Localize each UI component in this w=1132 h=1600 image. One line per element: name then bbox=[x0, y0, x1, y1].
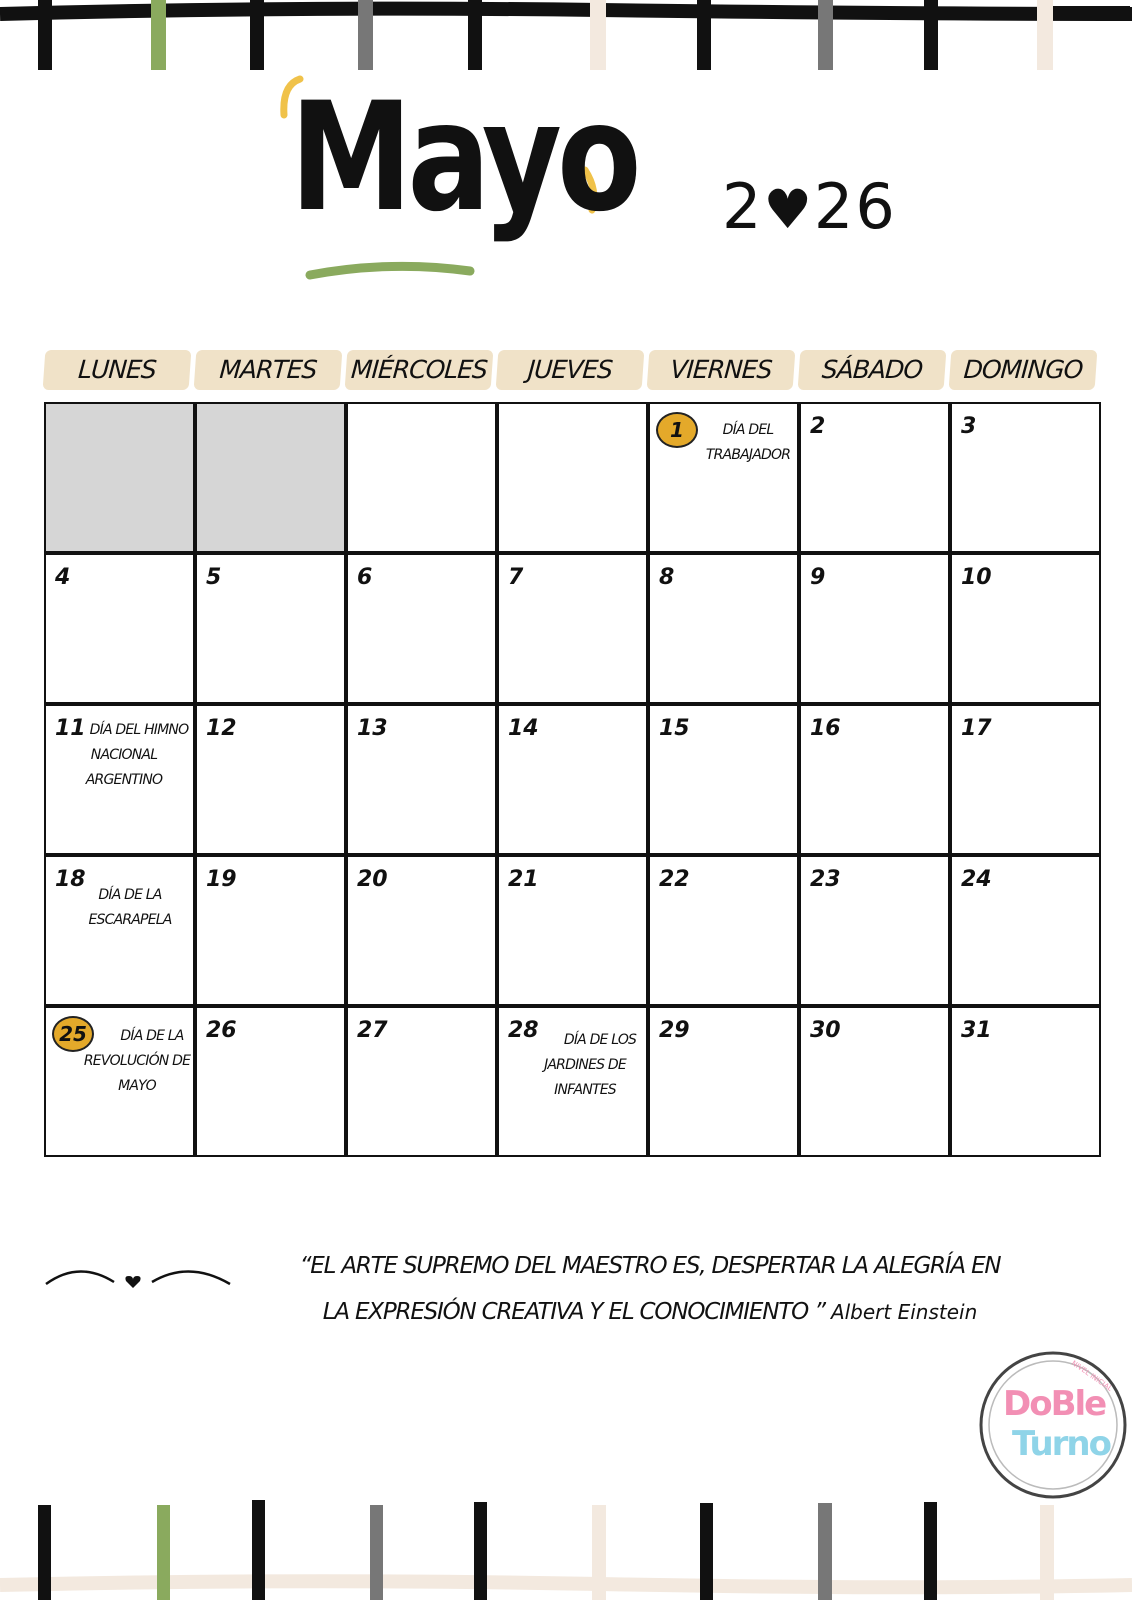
day-cell-empty bbox=[346, 402, 497, 553]
day-number: 26 bbox=[206, 1018, 237, 1043]
day-cell-26 bbox=[195, 1006, 346, 1157]
quote-line-2-text: LA EXPRESIÓN CREATIVA Y EL CONOCIMIENTO ” bbox=[322, 1299, 825, 1325]
month-name: Mayo bbox=[290, 71, 637, 245]
day-cell-empty bbox=[195, 402, 346, 553]
day-cell-24 bbox=[950, 855, 1101, 1006]
day-number: 3 bbox=[961, 414, 977, 439]
day-number: 11 bbox=[55, 716, 86, 741]
day-event-note: DÍA DE LOS JARDINES DE INFANTES bbox=[544, 1032, 637, 1098]
day-cell-9 bbox=[799, 553, 950, 704]
day-number: 25 bbox=[52, 1016, 94, 1052]
day-cell-21 bbox=[497, 855, 648, 1006]
month-title bbox=[290, 71, 637, 305]
day-event-note: DÍA DE LA REVOLUCIÓN DE MAYO bbox=[83, 1028, 191, 1094]
day-event-note: DÍA DE LA ESCARAPELA bbox=[88, 887, 172, 928]
day-cell-31 bbox=[950, 1006, 1101, 1157]
heart-icon: ♥ bbox=[763, 178, 814, 241]
day-number: 23 bbox=[810, 867, 841, 892]
weekday-saturday: SÁBADO bbox=[798, 350, 947, 390]
day-number: 12 bbox=[206, 716, 237, 741]
day-cell-20 bbox=[346, 855, 497, 1006]
day-cell-27 bbox=[346, 1006, 497, 1157]
day-cell-11 bbox=[44, 704, 195, 855]
doble-turno-logo bbox=[976, 1348, 1130, 1502]
year-label bbox=[722, 170, 897, 243]
day-number: 7 bbox=[508, 565, 524, 590]
day-number: 16 bbox=[810, 716, 841, 741]
quote-line-2 bbox=[270, 1289, 1030, 1335]
day-cell-empty bbox=[44, 402, 195, 553]
day-cell-5 bbox=[195, 553, 346, 704]
day-cell-23 bbox=[799, 855, 950, 1006]
day-number: 1 bbox=[656, 412, 698, 448]
day-cell-4 bbox=[44, 553, 195, 704]
day-event-note: DÍA DEL HIMNO NACIONAL ARGENTINO bbox=[85, 722, 189, 788]
day-cell-29 bbox=[648, 1006, 799, 1157]
day-cell-15 bbox=[648, 704, 799, 855]
weekday-header-row bbox=[44, 350, 1124, 392]
day-cell-17 bbox=[950, 704, 1101, 855]
day-number: 2 bbox=[810, 414, 826, 439]
day-number: 24 bbox=[961, 867, 992, 892]
day-number: 6 bbox=[357, 565, 373, 590]
logo-line-1: DoBle bbox=[1003, 1384, 1106, 1424]
day-number: 27 bbox=[357, 1018, 388, 1043]
day-cell-18 bbox=[44, 855, 195, 1006]
weekday-wednesday: MIÉRCOLES bbox=[345, 350, 494, 390]
day-number: 5 bbox=[206, 565, 222, 590]
day-number: 13 bbox=[357, 716, 388, 741]
weekday-tuesday: MARTES bbox=[194, 350, 343, 390]
day-number: 22 bbox=[659, 867, 690, 892]
day-number: 29 bbox=[659, 1018, 690, 1043]
day-cell-2 bbox=[799, 402, 950, 553]
year-suffix: 26 bbox=[813, 170, 897, 243]
day-number: 30 bbox=[810, 1018, 841, 1043]
day-number: 15 bbox=[659, 716, 690, 741]
day-cell-3 bbox=[950, 402, 1101, 553]
quote-block bbox=[270, 1243, 1030, 1335]
day-number: 31 bbox=[961, 1018, 992, 1043]
weekday-thursday: JUEVES bbox=[496, 350, 645, 390]
day-cell-14 bbox=[497, 704, 648, 855]
day-number: 21 bbox=[508, 867, 539, 892]
year-prefix: 2 bbox=[722, 170, 764, 243]
day-cell-13 bbox=[346, 704, 497, 855]
weekday-friday: VIERNES bbox=[647, 350, 796, 390]
day-cell-6 bbox=[346, 553, 497, 704]
day-cell-30 bbox=[799, 1006, 950, 1157]
day-number: 17 bbox=[961, 716, 992, 741]
day-cell-19 bbox=[195, 855, 346, 1006]
day-cell-25 bbox=[44, 1006, 195, 1157]
day-number: 28 bbox=[508, 1018, 539, 1043]
weekday-monday: LUNES bbox=[43, 350, 192, 390]
day-cell-1 bbox=[648, 402, 799, 553]
day-number: 19 bbox=[206, 867, 237, 892]
day-number: 9 bbox=[810, 565, 826, 590]
day-event-note: DÍA DEL TRABAJADOR bbox=[705, 422, 791, 463]
weekday-sunday: DOMINGO bbox=[949, 350, 1098, 390]
quote-author: Albert Einstein bbox=[830, 1300, 978, 1324]
divider-heart-icon bbox=[44, 1262, 234, 1292]
day-number: 4 bbox=[55, 565, 71, 590]
day-number: 8 bbox=[659, 565, 675, 590]
day-cell-16 bbox=[799, 704, 950, 855]
calendar-grid bbox=[44, 402, 1116, 1172]
day-number: 20 bbox=[357, 867, 388, 892]
day-cell-8 bbox=[648, 553, 799, 704]
logo-line-2: Turno bbox=[1012, 1424, 1110, 1464]
day-cell-empty bbox=[497, 402, 648, 553]
logo-subtitle: NIVEL INICIAL bbox=[1070, 1359, 1114, 1393]
day-number: 10 bbox=[961, 565, 992, 590]
day-cell-7 bbox=[497, 553, 648, 704]
day-cell-22 bbox=[648, 855, 799, 1006]
quote-line-1: “EL ARTE SUPREMO DEL MAESTRO ES, DESPERTAR LA ALEGRÍA EN bbox=[299, 1253, 1001, 1279]
day-cell-10 bbox=[950, 553, 1101, 704]
day-cell-12 bbox=[195, 704, 346, 855]
day-number: 18 bbox=[55, 867, 86, 892]
day-number: 14 bbox=[508, 716, 539, 741]
day-cell-28 bbox=[497, 1006, 648, 1157]
